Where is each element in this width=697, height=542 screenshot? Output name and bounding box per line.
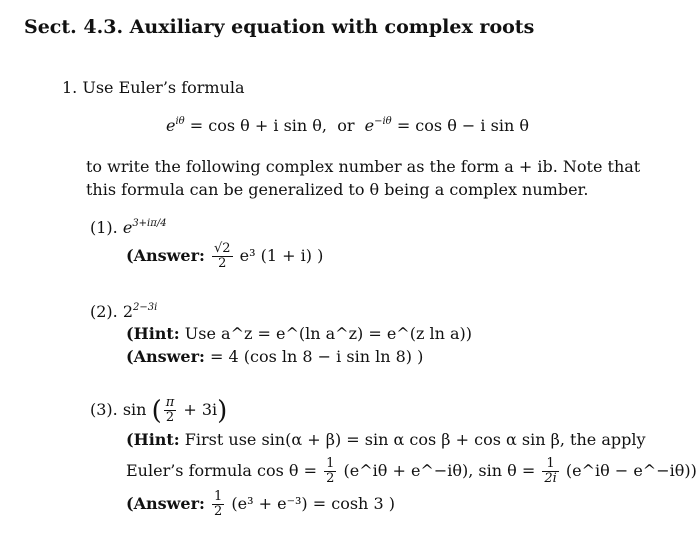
part-1-exponent: 3+iπ/4 [132, 218, 167, 229]
euler-lhs1: e [166, 116, 176, 135]
part-3-hint-2i-den: 2i [544, 471, 557, 486]
part-1-answer-label: (Answer: [126, 246, 205, 265]
part-3-answer-den: 2 [214, 504, 223, 519]
euler-lhs2: e [364, 116, 375, 135]
part-1-label: (1). [90, 218, 118, 237]
part-3-hint-line-2 [126, 457, 697, 486]
part-3-hint-half [324, 457, 336, 486]
part-3-hint-half-num: 1 [326, 456, 335, 471]
right-paren-icon: ) [217, 396, 228, 426]
part-3-num: π [165, 395, 175, 410]
part-3-den: 2 [165, 410, 175, 425]
euler-or: or [337, 116, 355, 135]
part-2-exponent: 2−3i [133, 302, 158, 313]
part-3-hint-2i [542, 457, 558, 486]
part-3-hint-2i-num: 1 [542, 457, 558, 472]
part-3-rest: + 3i [183, 400, 218, 419]
part-1-answer-fraction [212, 242, 233, 271]
problem-number: 1. [62, 78, 78, 97]
part-2-hint-label: (Hint: [126, 324, 180, 343]
part-2-hint-text: Use a^z = e^(ln a^z) = e^(z ln a)) [184, 324, 472, 343]
part-3-hint-2a: Euler’s formula cos θ = [126, 461, 318, 480]
part-3-func: sin [122, 400, 147, 419]
part-1-answer [126, 242, 323, 271]
euler-exp2: −iθ [374, 116, 392, 127]
part-3-answer-rest: (e³ + e⁻³) = cosh 3 ) [231, 494, 395, 513]
part-3-expression [90, 396, 227, 425]
part-1-answer-rest: e³ (1 + i) ) [239, 246, 324, 265]
problem-intro [62, 78, 245, 97]
part-3-hint-line1: First use sin(α + β) = sin α cos β + cos α sin β, the apply [184, 430, 646, 449]
part-3-answer-num: 1 [214, 489, 223, 504]
part-1-answer-num: √2 [214, 241, 231, 256]
part-3-answer-label: (Answer: [126, 494, 205, 513]
left-paren-icon: ( [151, 396, 162, 426]
part-1-base: e [122, 218, 133, 237]
part-3-hint-half-den: 2 [326, 471, 335, 486]
section-title: Sect. 4.3. Auxiliary equation with complex roots [24, 16, 535, 38]
body-line-2: this formula can be generalized to θ being a complex number. [86, 180, 589, 199]
part-3-hint-label: (Hint: [126, 430, 180, 449]
part-3-answer [126, 490, 395, 519]
euler-rhs2: = cos θ − i sin θ [396, 116, 529, 135]
part-3-hint-2b: (e^iθ + e^−iθ), sin θ = [343, 461, 536, 480]
part-2-answer-label: (Answer: [126, 347, 205, 366]
part-3-label: (3). [90, 400, 118, 419]
part-3-hint-2c: (e^iθ − e^−iθ)) [565, 461, 697, 480]
part-3-fraction [164, 396, 177, 425]
body-line-1: to write the following complex number as the form a + ib. Note that [86, 157, 641, 176]
euler-exp1: iθ [175, 116, 185, 127]
part-2-answer-text: = 4 (cos ln 8 − i sin ln 8) ) [210, 347, 424, 366]
part-2-base: 2 [122, 302, 134, 321]
part-3-hint-line-1 [126, 430, 646, 449]
problem-intro-text: Use Euler’s formula [82, 78, 245, 97]
part-1-expression [90, 218, 167, 237]
euler-rhs1: = cos θ + i sin θ, [189, 116, 328, 135]
part-1-answer-den: 2 [218, 256, 227, 271]
part-2-expression [90, 302, 157, 321]
part-2-label: (2). [90, 302, 118, 321]
part-3-answer-fraction [212, 490, 224, 519]
part-2-hint [126, 324, 472, 343]
part-2-answer [126, 347, 423, 366]
euler-formula [166, 116, 529, 135]
